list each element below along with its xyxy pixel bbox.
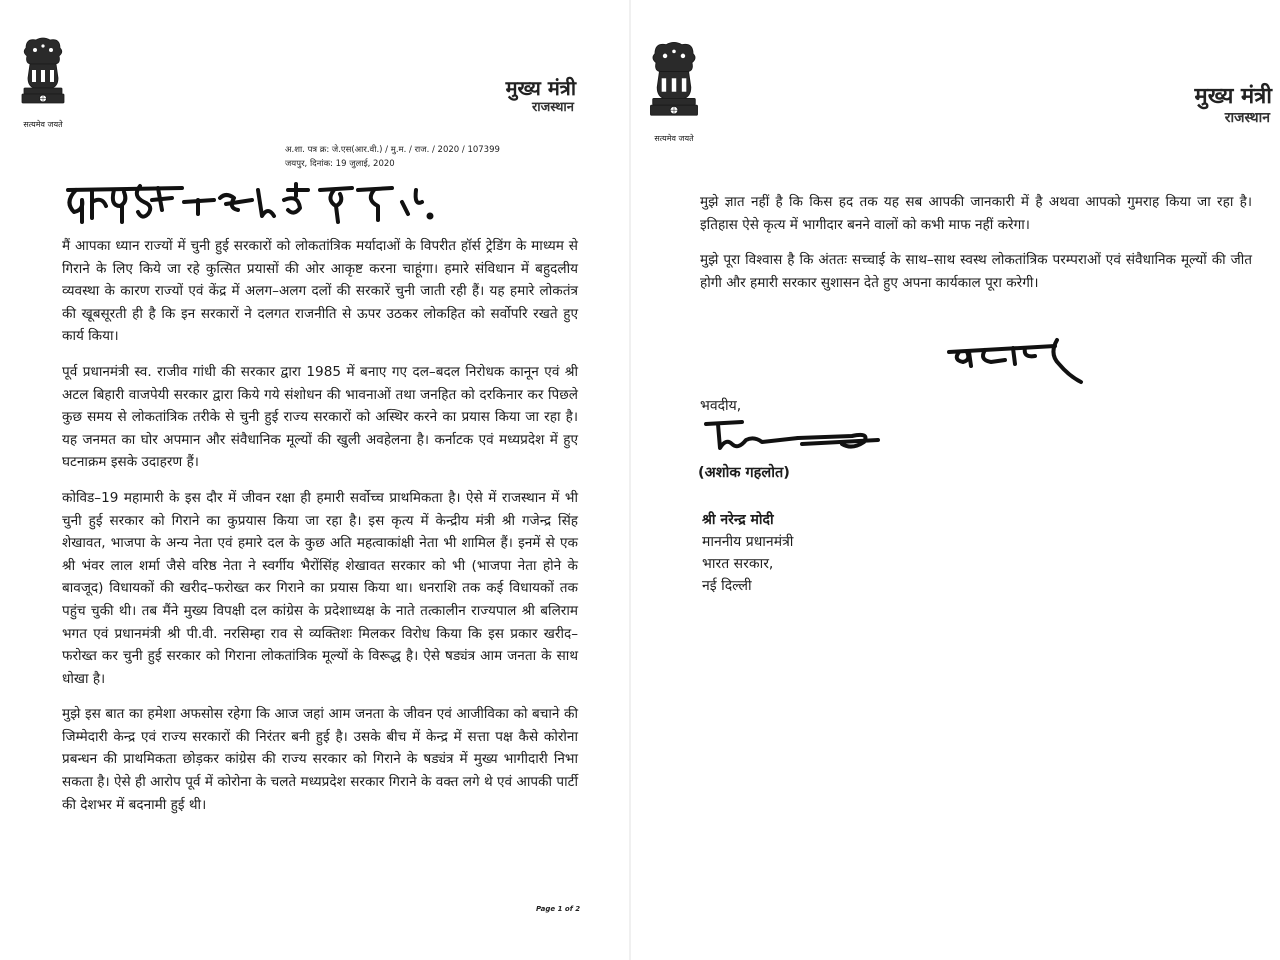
state-emblem-icon [12,34,74,118]
recipient-government: भारत सरकार, [702,556,774,572]
paragraph: पूर्व प्रधानमंत्री स्व. राजीव गांधी की सरकार द्वारा 1985 में बनाए गए दल–बदल निरोधक कानून एवं श्री अटल बिहारी वाजपेयी सरकार द्वारा किये गये संशोधन की भावनाओं तथा जनहित को दरकिनार कर पिछले कुछ समय से लोकतांत्रिक तरीके से चुनी हुई राज्य सरकारों को अस्थिर करने का प्रयास किया जा रहा है। यह जनमत का घोर अपमान और संवैधानिक मूल्यों की खुली अवहेलना है। कर्नाटक एवं मध्यप्रदेश में हुए घटनाक्रम इसके उदाहरण हैं। [62,363,578,471]
handwritten-sign-off [945,330,1085,394]
recipient-city: नई दिल्ली [702,578,752,594]
letter-page-1 [0,0,628,960]
signature-ashok-gehlot [702,414,882,458]
state-emblem [12,34,74,130]
office-state: राजस्थान [531,100,574,115]
office-state: राजस्थान [1224,110,1270,127]
sender-name: (अशोक गहलोत) [698,465,790,481]
place-date: जयपुर, दिनांक: 19 जुलाई, 2020 [285,159,395,169]
page-divider [629,0,631,960]
signature [702,414,882,462]
page-footer: Page 1 of 2 [536,905,581,913]
letter-page-2 [632,0,1280,960]
letterhead-office [1195,84,1272,128]
paragraph: मुझे पूरा विश्वास है कि अंततः सच्चाई के साथ–साथ स्वस्थ लोकतांत्रिक परम्पराओं एवं संवैधानिक मूल्यों की जीत होगी और हमारी सरकार सुशासन देते हुए अपना कार्यकाल पूरा करेगी। [700,252,1252,291]
salutation-text [64,227,524,228]
paragraph: मैं आपका ध्यान राज्यों में चुनी हुई सरकारों को लोकतांत्रिक मर्यादाओं के विपरीत हॉर्स ट्रेडिंग के माध्यम से गिराने के लिए किये जा रहे कुत्सित प्रयासों की ओर आकृष्ट करना चाहूंगा। हमारे संविधान में बहुदलीय व्यवस्था के कारण राज्यों एवं केंद्र में अलग–अलग दलों की सरकारें चुनी जाती रही हैं। यह हमारे लोकतंत्र की खूबसूरती ही है कि इन सरकारों ने दलगत राजनीति से ऊपर उठकर लोकहित को सर्वोपरि रखते हुए कार्य किया। [62,238,578,345]
letter-body-page-2 [700,191,1252,307]
recipient-designation: माननीय प्रधानमंत्री [702,534,794,550]
letter-body-page-1 [62,235,578,829]
paragraph: मुझे इस बात का हमेशा अफसोस रहेगा कि आज जहां आम जनता के जीवन एवं आजीविका को बचाने की जिम्मेदारी केन्द्र एवं राज्य सरकारों की निरंतर बनी हुई है। उसके बीच में केन्द्र में सत्ता पक्ष कैसे कोरोना प्रबन्धन की प्राथमिकता छोड़कर कांग्रेस की राज्य सरकार को गिराने के षड्यंत्र में मुख्य भागीदारी निभा सकता है। ऐसे ही आरोप पूर्व में कोरोना के चलते मध्यप्रदेश सरकार गिराने के वक्त लगे थे एवं आपकी पार्टी की देशभर में बदनामी हुई थी। [62,706,578,813]
closing-text: भवदीय, [700,398,742,414]
letterhead-office [506,76,576,116]
office-title: मुख्य मंत्री [505,76,576,100]
handwritten-salutation-signature [62,176,442,232]
state-emblem [639,38,709,144]
recipient-name: श्री नरेन्द्र मोदी [702,512,774,528]
recipient-block [702,509,793,597]
state-emblem-icon [639,38,709,132]
reference-block [285,143,500,171]
emblem-motto: सत्यमेव जयते [654,134,694,143]
handwritten-sign-off [945,330,1085,390]
paragraph: मुझे ज्ञात नहीं है कि किस हद तक यह सब आपकी जानकारी में है अथवा आपको गुमराह किया जा रहा है। इतिहास ऐसे कृत्य में भागीदार बनने वालों को कभी माफ नहीं करेगा। [700,194,1252,233]
reference-number: अ.शा. पत्र क्र: जे.एस(आर.वी.) / मु.म. / राज. / 2020 / 107399 [285,145,500,155]
office-title: मुख्य मंत्री [1194,84,1272,109]
emblem-motto: सत्यमेव जयते [23,120,63,129]
paragraph: कोविड–19 महामारी के इस दौर में जीवन रक्षा ही हमारी सर्वोच्च प्राथमिकता है। ऐसे में राजस्थान में भी चुनी हुई सरकार को गिराने का कुप्रयास किया जा रहा है। इस कृत्य में केन्द्रीय मंत्री श्री गजेन्द्र सिंह शेखावत, भाजपा के अन्य नेता एवं हमारे दल के कुछ अति महत्वाकांक्षी नेता भी शामिल हैं। इनमें से एक श्री भंवर लाल शर्मा जैसे वरिष्ठ नेता ने स्वर्गीय भैरोंसिंह शेखावत सरकार को भी (भाजपा नेता होने के बावजूद) विधायकों की खरीद–फरोख्त कर गिराने का प्रयास किया था। धनराशि तक कई विधायकों तक पहुंच चुकी थी। तब मैंने मुख्य विपक्षी दल कांग्रेस के प्रदेशाध्यक्ष के नाते तत्कालीन राज्यपाल श्री बलिराम भगत एवं प्रधानमंत्री श्री पी.वी. नरसिम्हा राव से व्यक्तिशः मिलकर विरोध किया कि इस प्रकार खरीद–फरोख्त कर चुनी हुई सरकार को गिराना लोकतांत्रिक मूल्यों के विरूद्ध है। ऐसे षड्यंत्र आम जनता के साथ धोखा है। [62,489,578,687]
